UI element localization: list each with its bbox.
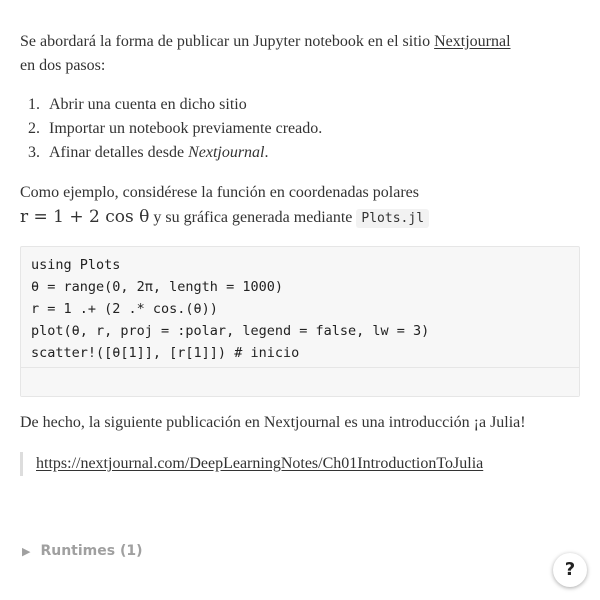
intro-text-end: en dos pasos: — [20, 57, 106, 74]
list-item — [20, 141, 582, 165]
list-number: 3. — [28, 144, 40, 161]
list-item-text: Importar un notebook previamente creado. — [49, 120, 323, 137]
example-text: Como ejemplo, considérese la función en coordenadas polares — [20, 184, 419, 201]
list-item — [20, 93, 582, 117]
example-paragraph — [20, 181, 582, 231]
julia-intro-link[interactable]: https://nextjournal.com/DeepLearningNotes/Ch01IntroductionToJulia — [36, 455, 484, 472]
intro-text: Se abordará la forma de publicar un Jupyter notebook en el sitio — [20, 33, 435, 50]
question-mark-icon: ? — [564, 559, 576, 580]
list-item — [20, 117, 582, 141]
inline-code: Plots.jl — [356, 209, 429, 228]
code-line: plot(θ, r, proj = :polar, legend = false, lw = 3) — [31, 323, 430, 339]
code-line: scatter!([θ[1]], [r[1]]) # inicio — [31, 345, 300, 361]
list-number: 2. — [28, 120, 40, 137]
code-output — [21, 367, 579, 396]
help-button[interactable] — [553, 553, 587, 587]
runtimes-label: Runtimes (1) — [40, 543, 143, 559]
list-item-text: Afinar detalles desde — [49, 144, 189, 161]
list-item-text-end: . — [264, 144, 269, 161]
hecho-paragraph: De hecho, la siguiente publicación en Nextjournal es una introducción ¡a Julia! — [20, 414, 526, 431]
code-cell[interactable] — [20, 246, 580, 397]
example-text-middle: y su gráfica generada mediante — [149, 209, 357, 226]
intro-paragraph — [20, 30, 582, 78]
blockquote — [20, 452, 483, 476]
code-editor[interactable] — [21, 247, 579, 367]
list-item-emphasis: Nextjournal — [188, 144, 265, 161]
list-number: 1. — [28, 96, 40, 113]
math-formula: r = 1 + 2 cos θ — [20, 207, 150, 227]
triangle-right-icon: ▶ — [22, 545, 31, 558]
nextjournal-link[interactable]: Nextjournal — [434, 33, 511, 50]
code-line: θ = range(0, 2π, length = 1000) — [31, 279, 283, 295]
runtimes-toggle[interactable] — [22, 540, 143, 563]
steps-list — [20, 93, 582, 165]
code-line: using Plots — [31, 257, 121, 273]
list-item-text: Abrir una cuenta en dicho sitio — [49, 96, 247, 113]
code-line: r = 1 .+ (2 .* cos.(θ)) — [31, 301, 218, 317]
